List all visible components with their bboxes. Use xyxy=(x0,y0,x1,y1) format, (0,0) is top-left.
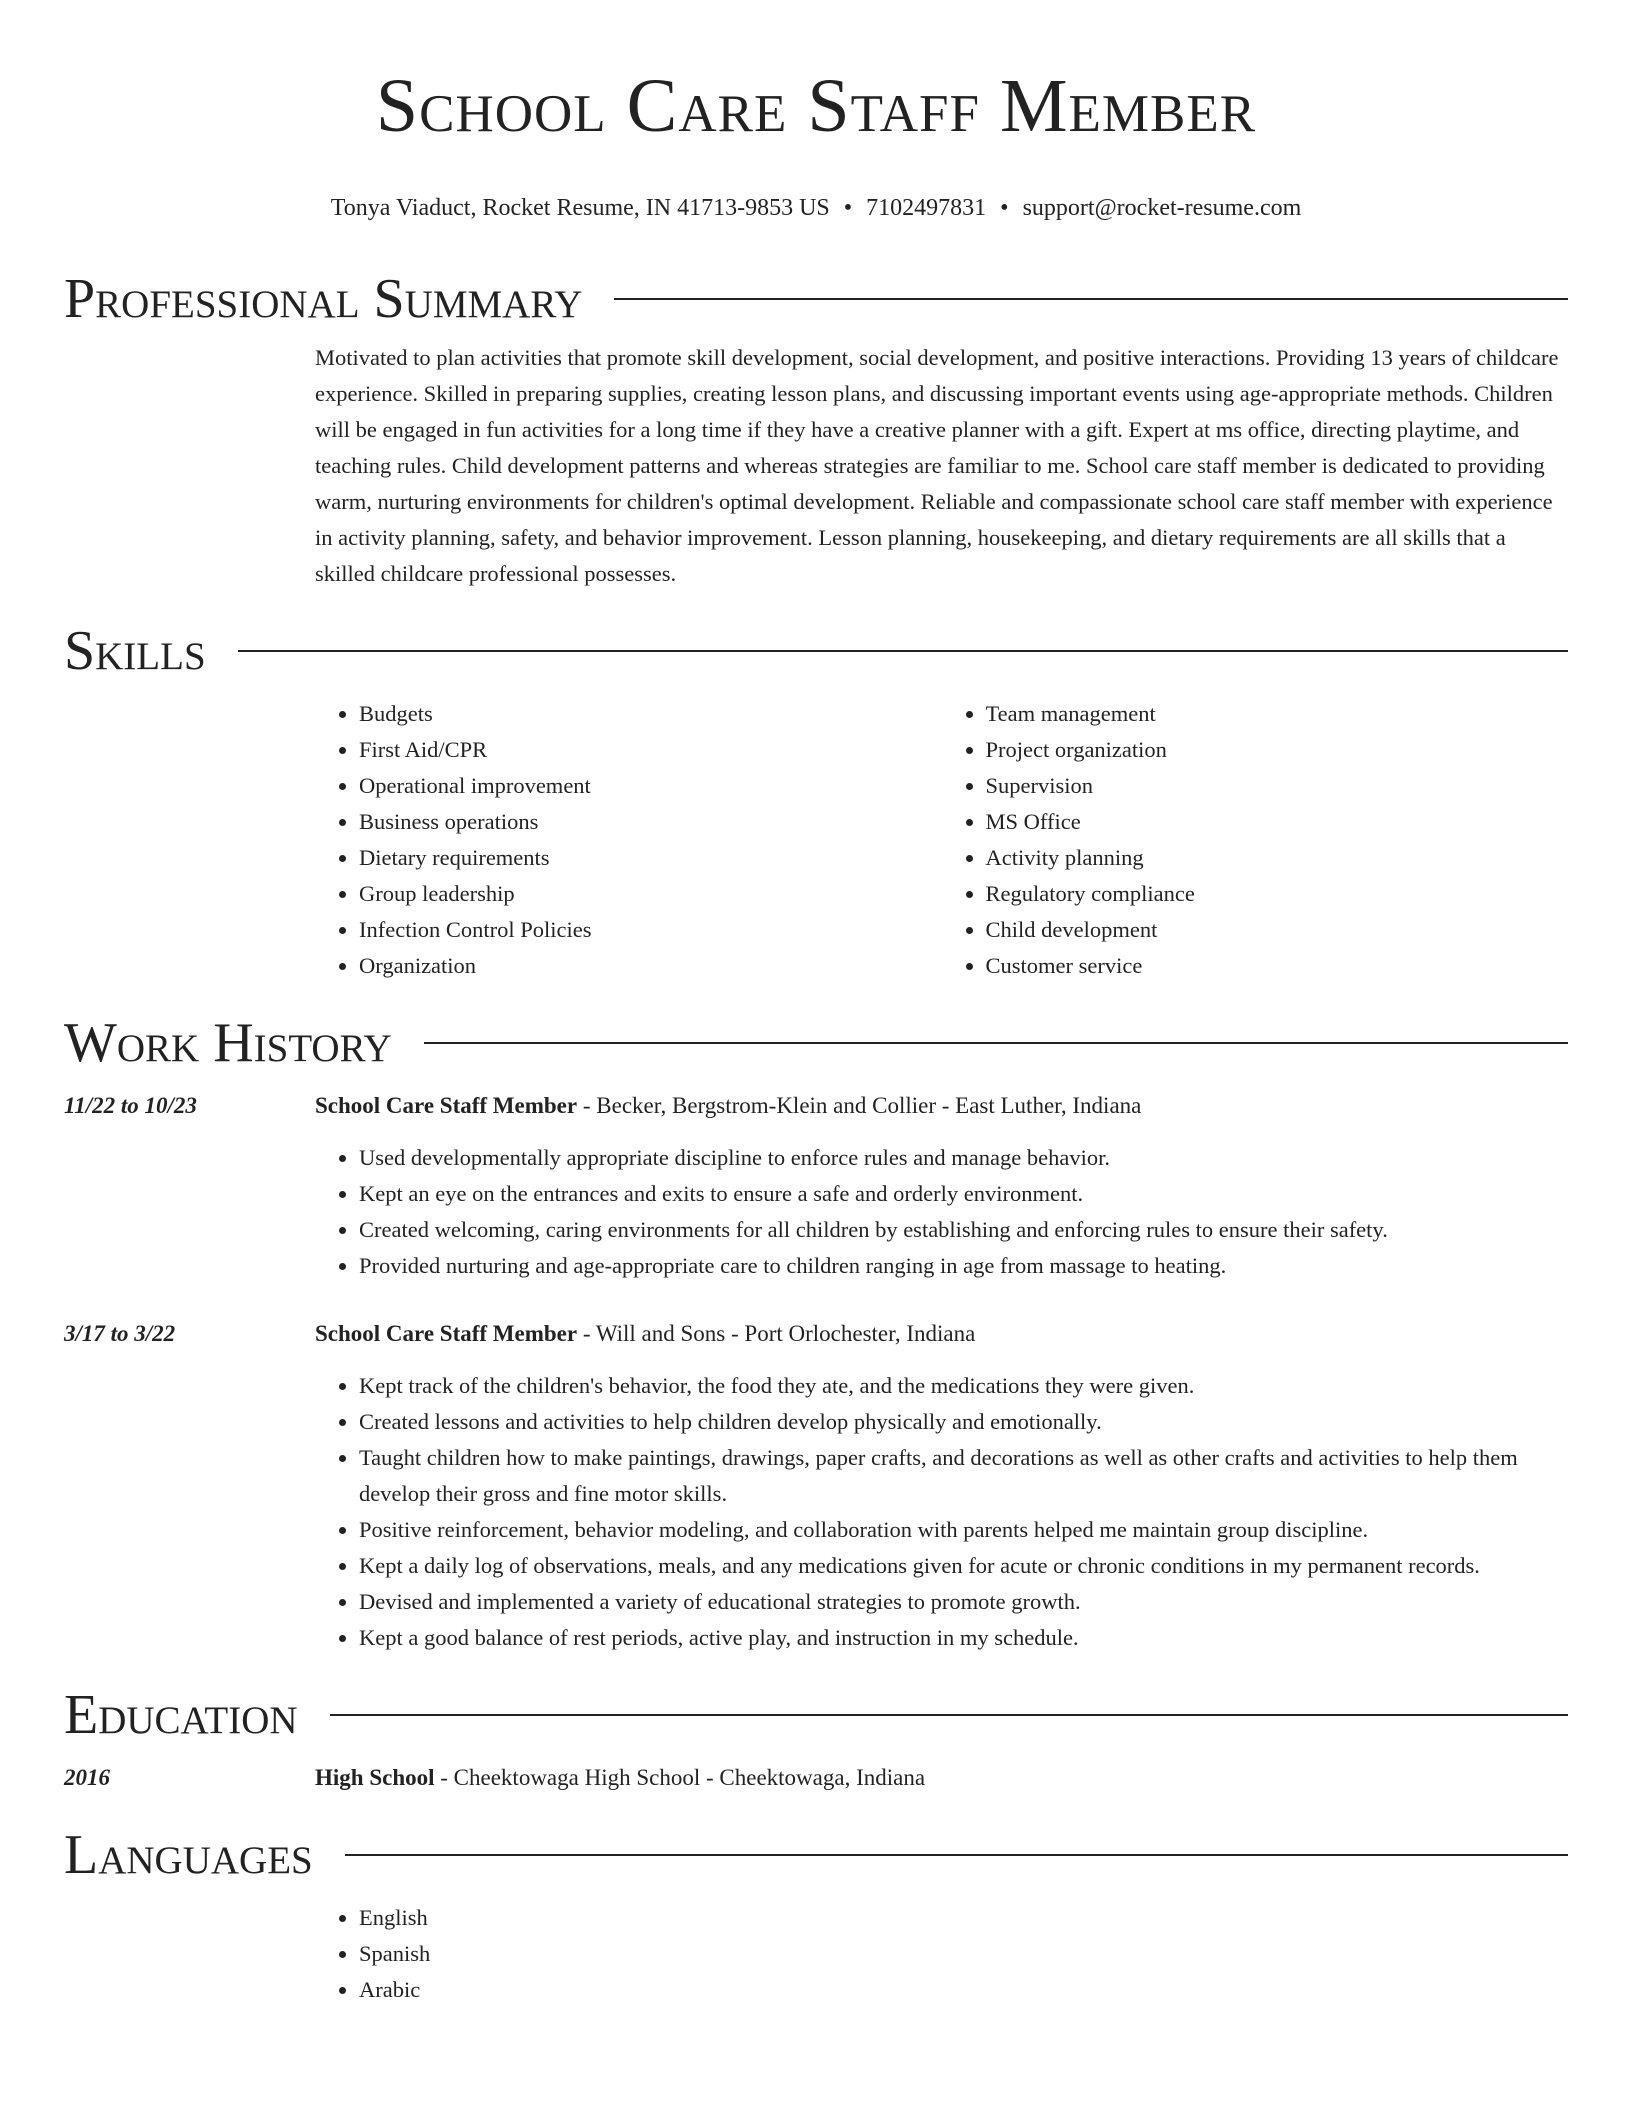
languages-list xyxy=(315,1900,1568,2008)
section-header xyxy=(64,1820,1568,1890)
contact-address: Tonya Viaduct, Rocket Resume, IN 41713-9853 US xyxy=(330,195,830,221)
job-bullet: • Kept an eye on the entrances and exits to ensure a safe and orderly environment. xyxy=(359,1176,1568,1212)
section-header xyxy=(64,1008,1568,1078)
section-title: Education xyxy=(64,1684,298,1746)
section-header xyxy=(64,264,1568,334)
skills-column-left xyxy=(315,696,942,984)
skills-column-right xyxy=(942,696,1569,984)
skill-item: • Group leadership xyxy=(359,876,942,912)
job-bullet: • Kept track of the children's behavior, the food they ate, and the medications they were given. xyxy=(359,1368,1568,1404)
contact-separator: • xyxy=(1000,195,1009,221)
languages-section xyxy=(64,1820,1568,2008)
job-title-line xyxy=(315,1088,1141,1124)
job-bullet: • Created lessons and activities to help children develop physically and emotionally. xyxy=(359,1404,1568,1440)
skill-item: • Operational improvement xyxy=(359,768,942,804)
job-dates: 3/17 to 3/22 xyxy=(64,1321,176,1346)
section-divider xyxy=(238,650,1568,652)
section-divider xyxy=(330,1714,1568,1716)
skill-item: • Regulatory compliance xyxy=(986,876,1569,912)
skill-item: • First Aid/CPR xyxy=(359,732,942,768)
education-school: - Cheektowaga High School - Cheektowaga, Indiana xyxy=(434,1765,926,1790)
contact-separator: • xyxy=(843,195,853,221)
job-role: School Care Staff Member xyxy=(315,1321,578,1346)
language-item: • English xyxy=(359,1900,1568,1936)
skill-item: • Infection Control Policies xyxy=(359,912,942,948)
summary-section xyxy=(64,264,1568,592)
skill-item: • Budgets xyxy=(359,696,942,732)
section-title: Skills xyxy=(64,620,206,682)
job-entry xyxy=(64,1088,1568,1284)
section-divider xyxy=(424,1042,1568,1044)
language-item: • Arabic xyxy=(359,1972,1568,2008)
job-bullets xyxy=(315,1140,1568,1284)
job-header xyxy=(64,1316,1568,1352)
job-bullet: • Taught children how to make paintings, drawings, paper crafts, and decorations as well as other crafts and activities to help them develop their gross and fine motor skills. xyxy=(359,1440,1568,1512)
contact-phone: 7102497831 xyxy=(866,195,987,221)
job-bullet: • Kept a daily log of observations, meals, and any medications given for acute or chronic conditions in my permanent records. xyxy=(359,1548,1568,1584)
job-header xyxy=(64,1088,1568,1124)
job-entry xyxy=(64,1316,1568,1656)
job-dates: 11/22 to 10/23 xyxy=(64,1093,197,1118)
skill-item: • MS Office xyxy=(986,804,1569,840)
job-bullet: • Devised and implemented a variety of educational strategies to promote growth. xyxy=(359,1584,1568,1620)
education-section xyxy=(64,1680,1568,1796)
skill-item: • Organization xyxy=(359,948,942,984)
job-role: School Care Staff Member xyxy=(315,1093,578,1118)
skill-item: • Child development xyxy=(986,912,1569,948)
section-title: Languages xyxy=(64,1824,313,1886)
education-year: 2016 xyxy=(64,1765,110,1790)
skill-item: • Team management xyxy=(986,696,1569,732)
job-employer: - Becker, Bergstrom-Klein and Collier - East Luther, Indiana xyxy=(577,1093,1142,1118)
job-bullet: • Provided nurturing and age-appropriate care to children ranging in age from massage to heating. xyxy=(359,1248,1568,1284)
skills-list xyxy=(315,696,1568,984)
section-header xyxy=(64,1680,1568,1750)
job-bullets xyxy=(315,1368,1568,1656)
job-bullet: • Kept a good balance of rest periods, active play, and instruction in my schedule. xyxy=(359,1620,1568,1656)
job-bullet: • Used developmentally appropriate discipline to enforce rules and manage behavior. xyxy=(359,1140,1568,1176)
skill-item: • Project organization xyxy=(986,732,1569,768)
section-title: Professional Summary xyxy=(64,268,583,330)
education-entry xyxy=(64,1760,1568,1796)
section-divider xyxy=(345,1854,1568,1856)
summary-text: Motivated to plan activities that promote skill development, social development, and positive interactions. Providing 13 years of childcare experience. Skilled in preparing supplies, creating lesson plans, and discussing important events using age-appropriate methods. Children will be engaged in fun activities for a long time if they have a creative planner with a gift. Expert at ms office, directing playtime, and teaching rules. Child development patterns and whereas strategies are familiar to me. School care staff member is dedicated to providing warm, nurturing environments for children's optimal development. Reliable and compassionate school care staff member with experience in activity planning, safety, and behavior improvement. Lesson planning, housekeeping, and dietary requirements are all skills that a skilled childcare professional possesses. xyxy=(315,345,1559,586)
work-history-section xyxy=(64,1008,1568,1656)
contact-line xyxy=(0,192,1632,224)
section-header xyxy=(64,616,1568,686)
skill-item: • Business operations xyxy=(359,804,942,840)
job-employer: - Will and Sons - Port Orlochester, Indiana xyxy=(577,1321,976,1346)
skills-section xyxy=(64,616,1568,984)
skill-item: • Customer service xyxy=(986,948,1569,984)
candidate-name: School Care Staff Member xyxy=(375,64,1257,148)
skill-item: • Activity planning xyxy=(986,840,1569,876)
skill-item: • Dietary requirements xyxy=(359,840,942,876)
education-line xyxy=(315,1760,925,1796)
language-item: • Spanish xyxy=(359,1936,1568,1972)
skill-item: • Supervision xyxy=(986,768,1569,804)
job-bullet: • Positive reinforcement, behavior modeling, and collaboration with parents helped me maintain group discipline. xyxy=(359,1512,1568,1548)
education-degree: High School xyxy=(315,1765,435,1790)
contact-email: support@rocket-resume.com xyxy=(1022,195,1302,221)
job-bullet: • Created welcoming, caring environments for all children by establishing and enforcing rules to ensure their safety. xyxy=(359,1212,1568,1248)
section-divider xyxy=(614,298,1568,300)
section-title: Work History xyxy=(64,1012,392,1074)
job-title-line xyxy=(315,1316,975,1352)
